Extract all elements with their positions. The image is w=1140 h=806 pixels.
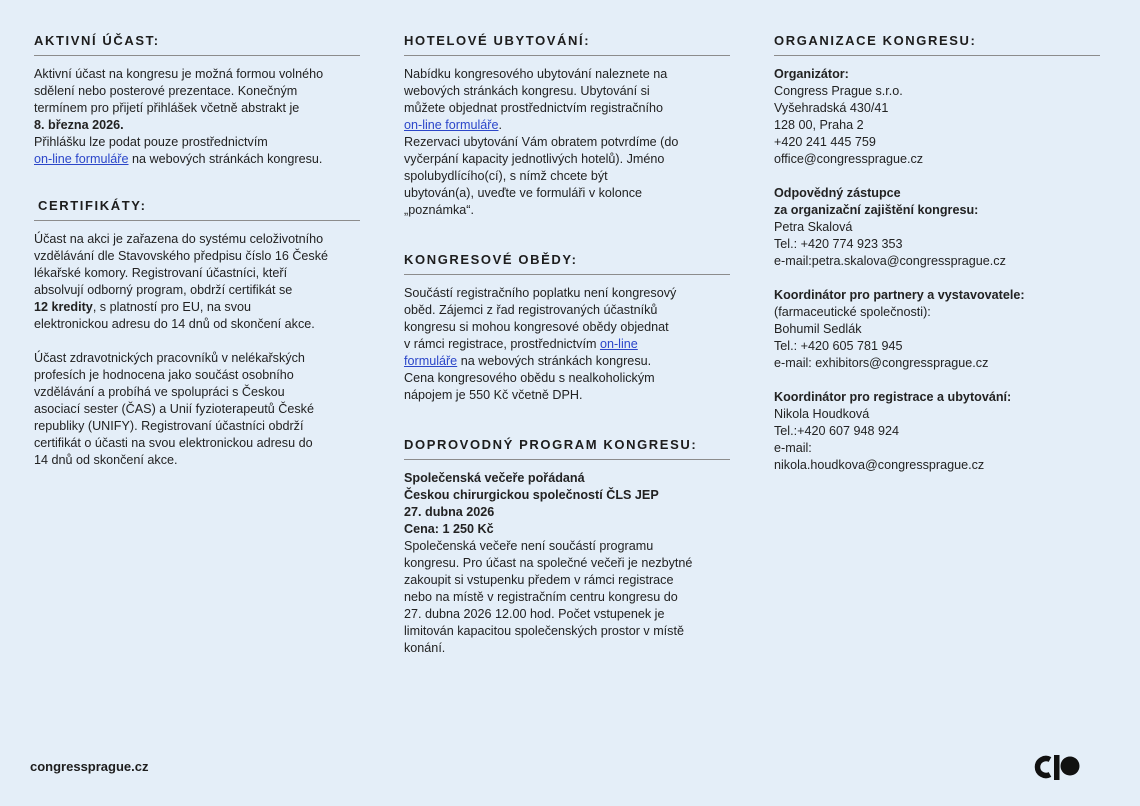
partner-block: Koordinátor pro partnery a vystavovatele: (farmaceutické společnosti): Bohumil Sedlák Tel.: +420 605 781 945 e-mail: exhibitors@congressprague.cz bbox=[774, 288, 1025, 370]
program-price: Cena: 1 250 Kč bbox=[404, 522, 494, 536]
hotel-text: Nabídku kongresového ubytování naleznete na webových stránkách kongresu. Ubytování si můžete objednat prostřednictvím registračního on-line formuláře. Rezervaci ubytování Vám obratem potvrdíme (do vyčerpání kapacity jednotlivých hotelů). Jméno spolubydlícího(cí), s nímž chcete být ubytován(a), uveďte ve formuláři v kolonce „poznámka“. bbox=[404, 67, 679, 217]
hotel-form-link[interactable]: on-line formuláře bbox=[404, 118, 499, 132]
program-text: Společenská večeře pořádaná Českou chirurgickou společností ČLS JEP 27. dubna 2026 Cena: 1 250 Kč Společenská večeře není součástí programu kongresu. Pro účast na společné večeři je nezbytné zakoupit si vstupenku předem v rámci registrace nebo na místě v registračním centru kongresu do 27. dubna 2026 12.00 hod. Počet vstupenek je limitován kapacitou společenských prostor v místě konání. bbox=[404, 471, 693, 655]
column-middle bbox=[404, 0, 730, 657]
organizer-block: Organizátor: Congress Prague s.r.o. Vyšehradská 430/41 128 00, Praha 2 +420 241 445 759 office@congressprague.cz bbox=[774, 67, 924, 166]
certificates-credits: 12 kredity bbox=[34, 300, 93, 314]
column-left bbox=[34, 0, 360, 469]
program-heading: DOPROVODNÝ PROGRAM KONGRESU: bbox=[404, 437, 730, 460]
organizer-email[interactable]: office@congressprague.cz bbox=[774, 152, 924, 166]
lunch-form-link-b[interactable]: formuláře bbox=[404, 354, 458, 368]
lunch-heading: KONGRESOVÉ OBĚDY: bbox=[404, 252, 730, 275]
certificates-text: Účast na akci je zařazena do systému celoživotního vzdělávání dle Stavovského předpisu číslo 16 České lékařské komory. Registrovaní účastníci, kteří absolvují odborný program, obdrží certifikát se 12 kredity, s platností pro EU, na svou elektronickou adresu do 14 dnů od skončení akce. Účast zdravotnických pracovníků v nelékařských profesích je hodnocena jako součást osobního vzdělávání a probíhá ve spolupráci s Českou asociací sester (ČAS) a Unií fyzioterapeutů České republiky (UNIFY). Registrovaní účastníci obdrží certifikát o účasti na svou elektronickou adresu do 14 dnů od skončení akce. bbox=[34, 232, 329, 467]
partner-email[interactable]: e-mail: exhibitors@congressprague.cz bbox=[774, 356, 989, 370]
active-form-link[interactable]: on-line formuláře bbox=[34, 152, 129, 166]
organization-heading: ORGANIZACE KONGRESU: bbox=[774, 33, 1100, 56]
registration-email[interactable]: nikola.houdkova@congressprague.cz bbox=[774, 458, 985, 472]
column-right bbox=[774, 0, 1100, 474]
hotel-heading: HOTELOVÉ UBYTOVÁNÍ: bbox=[404, 33, 730, 56]
lunch-form-link-a[interactable]: on-line bbox=[599, 337, 638, 351]
responsible-email[interactable]: e-mail:petra.skalova@congressprague.cz bbox=[774, 254, 1006, 268]
cp-logo-icon bbox=[1034, 752, 1084, 787]
registration-block: Koordinátor pro registrace a ubytování: Nikola Houdková Tel.:+420 607 948 924 e-mail: nikola.houdkova@congressprague.cz bbox=[774, 390, 1012, 472]
lunch-text: Součástí registračního poplatku není kongresový oběd. Zájemci z řad registrovaných účastníků kongresu si mohou kongresové obědy objednat v rámci registrace, prostřednictvím on-line formuláře na webových stránkách kongresu. Cena kongresového obědu s nealkoholickým nápojem je 550 Kč včetně DPH. bbox=[404, 286, 677, 402]
active-text: Aktivní účast na kongresu je možná formou volného sdělení nebo posterové prezentace. Konečným termínem pro přijetí přihlášek včetně abstrakt je 8. března 2026. Přihlášku lze podat pouze prostřednictvím on-line formuláře na webových stránkách kongresu. bbox=[34, 67, 324, 166]
footer-website[interactable]: congressprague.cz bbox=[30, 759, 149, 774]
responsible-block: Odpovědný zástupce za organizační zajištění kongresu: Petra Skalová Tel.: +420 774 923 353 e-mail:petra.skalova@congressprague.cz bbox=[774, 186, 1006, 268]
active-deadline: 8. března 2026. bbox=[34, 118, 124, 132]
active-heading: AKTIVNÍ ÚČAST: bbox=[34, 33, 360, 56]
certificates-heading: CERTIFIKÁTY: bbox=[34, 198, 360, 221]
